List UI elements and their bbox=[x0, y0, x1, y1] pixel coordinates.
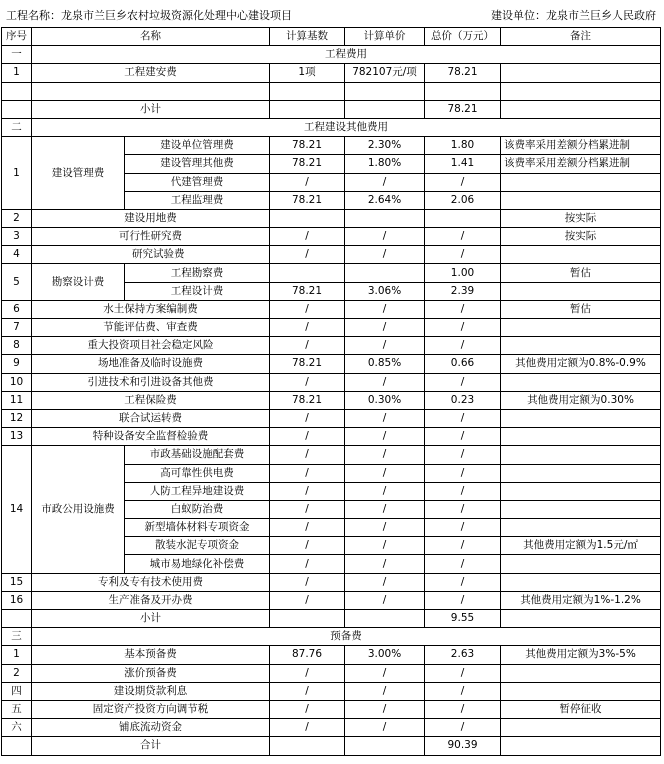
remark: 其他费用定额为1%-1.2% bbox=[501, 591, 661, 609]
section-row bbox=[2, 46, 661, 64]
section-row bbox=[2, 628, 661, 646]
total-price: / bbox=[425, 337, 501, 355]
remark: 其他费用定额为0.8%-0.9% bbox=[501, 355, 661, 373]
item-name: 工程建安费 bbox=[32, 64, 270, 82]
table-row bbox=[2, 209, 661, 227]
section-title: 工程费用 bbox=[32, 46, 661, 64]
total-price: 0.66 bbox=[425, 355, 501, 373]
item-name: 散装水泥专项资金 bbox=[125, 537, 270, 555]
item-name: 联合试运转费 bbox=[32, 409, 270, 427]
col-header: 序号 bbox=[2, 28, 32, 46]
item-name: 研究试验费 bbox=[32, 246, 270, 264]
calc-price: / bbox=[345, 246, 425, 264]
row-number: 3 bbox=[2, 228, 32, 246]
total-price: / bbox=[425, 228, 501, 246]
row-number: 15 bbox=[2, 573, 32, 591]
item-name: 新型墙体材料专项资金 bbox=[125, 519, 270, 537]
calc-price: / bbox=[345, 409, 425, 427]
item-name: 可行性研究费 bbox=[32, 228, 270, 246]
calc-base: / bbox=[270, 519, 345, 537]
table-row bbox=[2, 391, 661, 409]
calc-base: / bbox=[270, 428, 345, 446]
calc-base: / bbox=[270, 555, 345, 573]
calc-price: / bbox=[345, 337, 425, 355]
table-row bbox=[2, 355, 661, 373]
remark: 该费率采用差额分档累进制 bbox=[501, 155, 661, 173]
row-number: 三 bbox=[2, 628, 32, 646]
row-number: 11 bbox=[2, 391, 32, 409]
table-row bbox=[2, 719, 661, 737]
table-row bbox=[2, 428, 661, 446]
item-name: 场地准备及临时设施费 bbox=[32, 355, 270, 373]
calc-base: / bbox=[270, 228, 345, 246]
calc-base: / bbox=[270, 537, 345, 555]
table-row bbox=[2, 664, 661, 682]
total-price: / bbox=[425, 719, 501, 737]
project-name: 工程名称：龙泉市兰巨乡农村垃圾资源化处理中心建设项目 bbox=[6, 9, 292, 22]
col-header: 备注 bbox=[501, 28, 661, 46]
subtotal-row bbox=[2, 610, 661, 628]
item-name: 工程设计费 bbox=[125, 282, 270, 300]
total-price: / bbox=[425, 591, 501, 609]
calc-base: 78.21 bbox=[270, 137, 345, 155]
remark bbox=[501, 428, 661, 446]
calc-price: 2.64% bbox=[345, 191, 425, 209]
remark: 按实际 bbox=[501, 228, 661, 246]
row-number: 5 bbox=[2, 264, 32, 300]
remark: 其他费用定额为3%-5% bbox=[501, 646, 661, 664]
table-row bbox=[2, 300, 661, 318]
calc-base: 1项 bbox=[270, 64, 345, 82]
row-number: 8 bbox=[2, 337, 32, 355]
remark bbox=[501, 500, 661, 518]
section-row bbox=[2, 118, 661, 136]
calc-price: / bbox=[345, 464, 425, 482]
item-name: 特种设备安全监督检验费 bbox=[32, 428, 270, 446]
calc-base: 78.21 bbox=[270, 391, 345, 409]
total-price: / bbox=[425, 519, 501, 537]
total-price: 1.41 bbox=[425, 155, 501, 173]
item-group: 市政公用设施费 bbox=[32, 446, 125, 573]
row-number: 10 bbox=[2, 373, 32, 391]
total-price: / bbox=[425, 246, 501, 264]
row-number: 1 bbox=[2, 646, 32, 664]
calc-base: / bbox=[270, 719, 345, 737]
total-price: / bbox=[425, 682, 501, 700]
row-number: 7 bbox=[2, 319, 32, 337]
calc-base: / bbox=[270, 682, 345, 700]
calc-price: / bbox=[345, 719, 425, 737]
remark bbox=[501, 337, 661, 355]
subtotal-label: 小计 bbox=[32, 610, 270, 628]
calc-base: / bbox=[270, 591, 345, 609]
calc-base: / bbox=[270, 482, 345, 500]
total-price: / bbox=[425, 482, 501, 500]
calc-price: 0.85% bbox=[345, 355, 425, 373]
table-row bbox=[2, 700, 661, 718]
remark bbox=[501, 482, 661, 500]
total-price: / bbox=[425, 464, 501, 482]
remark bbox=[501, 64, 661, 82]
table-row bbox=[2, 264, 661, 282]
row-number: 6 bbox=[2, 300, 32, 318]
calc-base: / bbox=[270, 464, 345, 482]
col-header: 名称 bbox=[32, 28, 270, 46]
calc-base: / bbox=[270, 409, 345, 427]
calc-price: / bbox=[345, 555, 425, 573]
row-number: 12 bbox=[2, 409, 32, 427]
calc-base: 78.21 bbox=[270, 155, 345, 173]
table-row bbox=[2, 373, 661, 391]
item-name: 工程监理费 bbox=[125, 191, 270, 209]
total-price: / bbox=[425, 173, 501, 191]
item-group: 勘察设计费 bbox=[32, 264, 125, 300]
remark bbox=[501, 664, 661, 682]
remark: 其他费用定额为0.30% bbox=[501, 391, 661, 409]
item-name: 工程勘察费 bbox=[125, 264, 270, 282]
calc-price: / bbox=[345, 500, 425, 518]
calc-base: / bbox=[270, 700, 345, 718]
remark: 该费率采用差额分档累进制 bbox=[501, 137, 661, 155]
calc-base: 78.21 bbox=[270, 282, 345, 300]
subtotal-value: 9.55 bbox=[425, 610, 501, 628]
remark: 暂停征收 bbox=[501, 700, 661, 718]
col-header: 计算基数 bbox=[270, 28, 345, 46]
item-name: 节能评估费、审查费 bbox=[32, 319, 270, 337]
row-number: 1 bbox=[2, 64, 32, 82]
calc-price: / bbox=[345, 682, 425, 700]
calc-price: / bbox=[345, 319, 425, 337]
calc-price: / bbox=[345, 700, 425, 718]
calc-price: 782107元/项 bbox=[345, 64, 425, 82]
remark bbox=[501, 464, 661, 482]
calc-price: / bbox=[345, 573, 425, 591]
subtotal-label: 小计 bbox=[32, 100, 270, 118]
remark bbox=[501, 719, 661, 737]
calc-price: 3.06% bbox=[345, 282, 425, 300]
item-name: 水土保持方案编制费 bbox=[32, 300, 270, 318]
total-price: 2.39 bbox=[425, 282, 501, 300]
item-name: 建设用地费 bbox=[32, 209, 270, 227]
section-title: 工程建设其他费用 bbox=[32, 118, 661, 136]
table-row bbox=[2, 137, 661, 155]
calc-base: / bbox=[270, 664, 345, 682]
remark bbox=[501, 409, 661, 427]
item-name: 白蚁防治费 bbox=[125, 500, 270, 518]
total-price: / bbox=[425, 664, 501, 682]
item-name: 铺底流动资金 bbox=[32, 719, 270, 737]
item-name: 人防工程异地建设费 bbox=[125, 482, 270, 500]
item-name: 生产准备及开办费 bbox=[32, 591, 270, 609]
calc-price: 0.30% bbox=[345, 391, 425, 409]
table-row bbox=[2, 246, 661, 264]
calc-price: / bbox=[345, 482, 425, 500]
calc-price: / bbox=[345, 428, 425, 446]
item-name: 工程保险费 bbox=[32, 391, 270, 409]
total-price: / bbox=[425, 428, 501, 446]
total-price: / bbox=[425, 409, 501, 427]
row-number: 四 bbox=[2, 682, 32, 700]
item-name: 引进技术和引进设备其他费 bbox=[32, 373, 270, 391]
total-price: / bbox=[425, 537, 501, 555]
table-row bbox=[2, 337, 661, 355]
row-number: 16 bbox=[2, 591, 32, 609]
calc-base: / bbox=[270, 173, 345, 191]
grand-total-row bbox=[2, 737, 661, 755]
grand-total-label: 合计 bbox=[32, 737, 270, 755]
remark bbox=[501, 173, 661, 191]
total-price: 2.06 bbox=[425, 191, 501, 209]
row-number: 一 bbox=[2, 46, 32, 64]
remark bbox=[501, 282, 661, 300]
table-row bbox=[2, 64, 661, 82]
total-price: 1.80 bbox=[425, 137, 501, 155]
calc-price: / bbox=[345, 446, 425, 464]
remark: 其他费用定额为1.5元/㎡ bbox=[501, 537, 661, 555]
table-row bbox=[2, 573, 661, 591]
total-price: 0.23 bbox=[425, 391, 501, 409]
table-header-row bbox=[2, 28, 661, 46]
remark bbox=[501, 446, 661, 464]
calc-price: / bbox=[345, 519, 425, 537]
remark bbox=[501, 319, 661, 337]
row-number: 14 bbox=[2, 446, 32, 573]
item-name: 建设单位管理费 bbox=[125, 137, 270, 155]
item-name: 涨价预备费 bbox=[32, 664, 270, 682]
calc-base: / bbox=[270, 246, 345, 264]
total-price: 78.21 bbox=[425, 64, 501, 82]
calc-price: / bbox=[345, 664, 425, 682]
row-number: 二 bbox=[2, 118, 32, 136]
table-row bbox=[2, 682, 661, 700]
calc-base: / bbox=[270, 300, 345, 318]
total-price: / bbox=[425, 300, 501, 318]
subtotal-value: 78.21 bbox=[425, 100, 501, 118]
remark: 暂估 bbox=[501, 264, 661, 282]
total-price: / bbox=[425, 573, 501, 591]
remark bbox=[501, 682, 661, 700]
construction-unit: 建设单位：龙泉市兰巨乡人民政府 bbox=[491, 9, 656, 22]
calc-base: 78.21 bbox=[270, 355, 345, 373]
total-price: / bbox=[425, 446, 501, 464]
calc-base: / bbox=[270, 446, 345, 464]
item-name: 市政基础设施配套费 bbox=[125, 446, 270, 464]
calc-price: / bbox=[345, 373, 425, 391]
total-price: / bbox=[425, 319, 501, 337]
row-number: 1 bbox=[2, 137, 32, 210]
calc-base: / bbox=[270, 573, 345, 591]
total-price: / bbox=[425, 555, 501, 573]
remark bbox=[501, 519, 661, 537]
table-row bbox=[2, 319, 661, 337]
item-name: 城市易地绿化补偿费 bbox=[125, 555, 270, 573]
row-number: 2 bbox=[2, 209, 32, 227]
row-number: 9 bbox=[2, 355, 32, 373]
remark bbox=[501, 573, 661, 591]
calc-price: / bbox=[345, 300, 425, 318]
remark: 暂估 bbox=[501, 300, 661, 318]
table-row bbox=[2, 409, 661, 427]
table-row bbox=[2, 446, 661, 464]
item-name: 基本预备费 bbox=[32, 646, 270, 664]
calc-price: / bbox=[345, 173, 425, 191]
row-number: 2 bbox=[2, 664, 32, 682]
empty-row bbox=[2, 82, 661, 100]
remark bbox=[501, 555, 661, 573]
calc-price: 3.00% bbox=[345, 646, 425, 664]
item-name: 高可靠性供电费 bbox=[125, 464, 270, 482]
calc-price: / bbox=[345, 591, 425, 609]
col-header: 计算单价 bbox=[345, 28, 425, 46]
row-number: 4 bbox=[2, 246, 32, 264]
remark bbox=[501, 246, 661, 264]
total-price: / bbox=[425, 373, 501, 391]
item-name: 重大投资项目社会稳定风险 bbox=[32, 337, 270, 355]
remark: 按实际 bbox=[501, 209, 661, 227]
calc-base: / bbox=[270, 337, 345, 355]
remark bbox=[501, 191, 661, 209]
item-name: 固定资产投资方向调节税 bbox=[32, 700, 270, 718]
remark bbox=[501, 373, 661, 391]
item-name: 建设管理其他费 bbox=[125, 155, 270, 173]
grand-total-value: 90.39 bbox=[425, 737, 501, 755]
calc-price: 2.30% bbox=[345, 137, 425, 155]
table-row bbox=[2, 591, 661, 609]
calc-price: 1.80% bbox=[345, 155, 425, 173]
subtotal-row bbox=[2, 100, 661, 118]
total-price: 2.63 bbox=[425, 646, 501, 664]
sheet-header bbox=[0, 0, 664, 27]
section-title: 预备费 bbox=[32, 628, 661, 646]
table-row bbox=[2, 646, 661, 664]
row-number: 五 bbox=[2, 700, 32, 718]
total-price: 1.00 bbox=[425, 264, 501, 282]
row-number: 六 bbox=[2, 719, 32, 737]
item-name: 专利及专有技术使用费 bbox=[32, 573, 270, 591]
total-price: / bbox=[425, 500, 501, 518]
calc-base: / bbox=[270, 319, 345, 337]
item-name: 建设期贷款利息 bbox=[32, 682, 270, 700]
row-number: 13 bbox=[2, 428, 32, 446]
item-name: 代建管理费 bbox=[125, 173, 270, 191]
col-header: 总价（万元） bbox=[425, 28, 501, 46]
table-row bbox=[2, 228, 661, 246]
calc-base: / bbox=[270, 373, 345, 391]
calc-base: 87.76 bbox=[270, 646, 345, 664]
calc-price: / bbox=[345, 537, 425, 555]
calc-price: / bbox=[345, 228, 425, 246]
calc-base: / bbox=[270, 500, 345, 518]
budget-table bbox=[1, 27, 661, 756]
total-price: / bbox=[425, 700, 501, 718]
calc-base: 78.21 bbox=[270, 191, 345, 209]
item-group: 建设管理费 bbox=[32, 137, 125, 210]
